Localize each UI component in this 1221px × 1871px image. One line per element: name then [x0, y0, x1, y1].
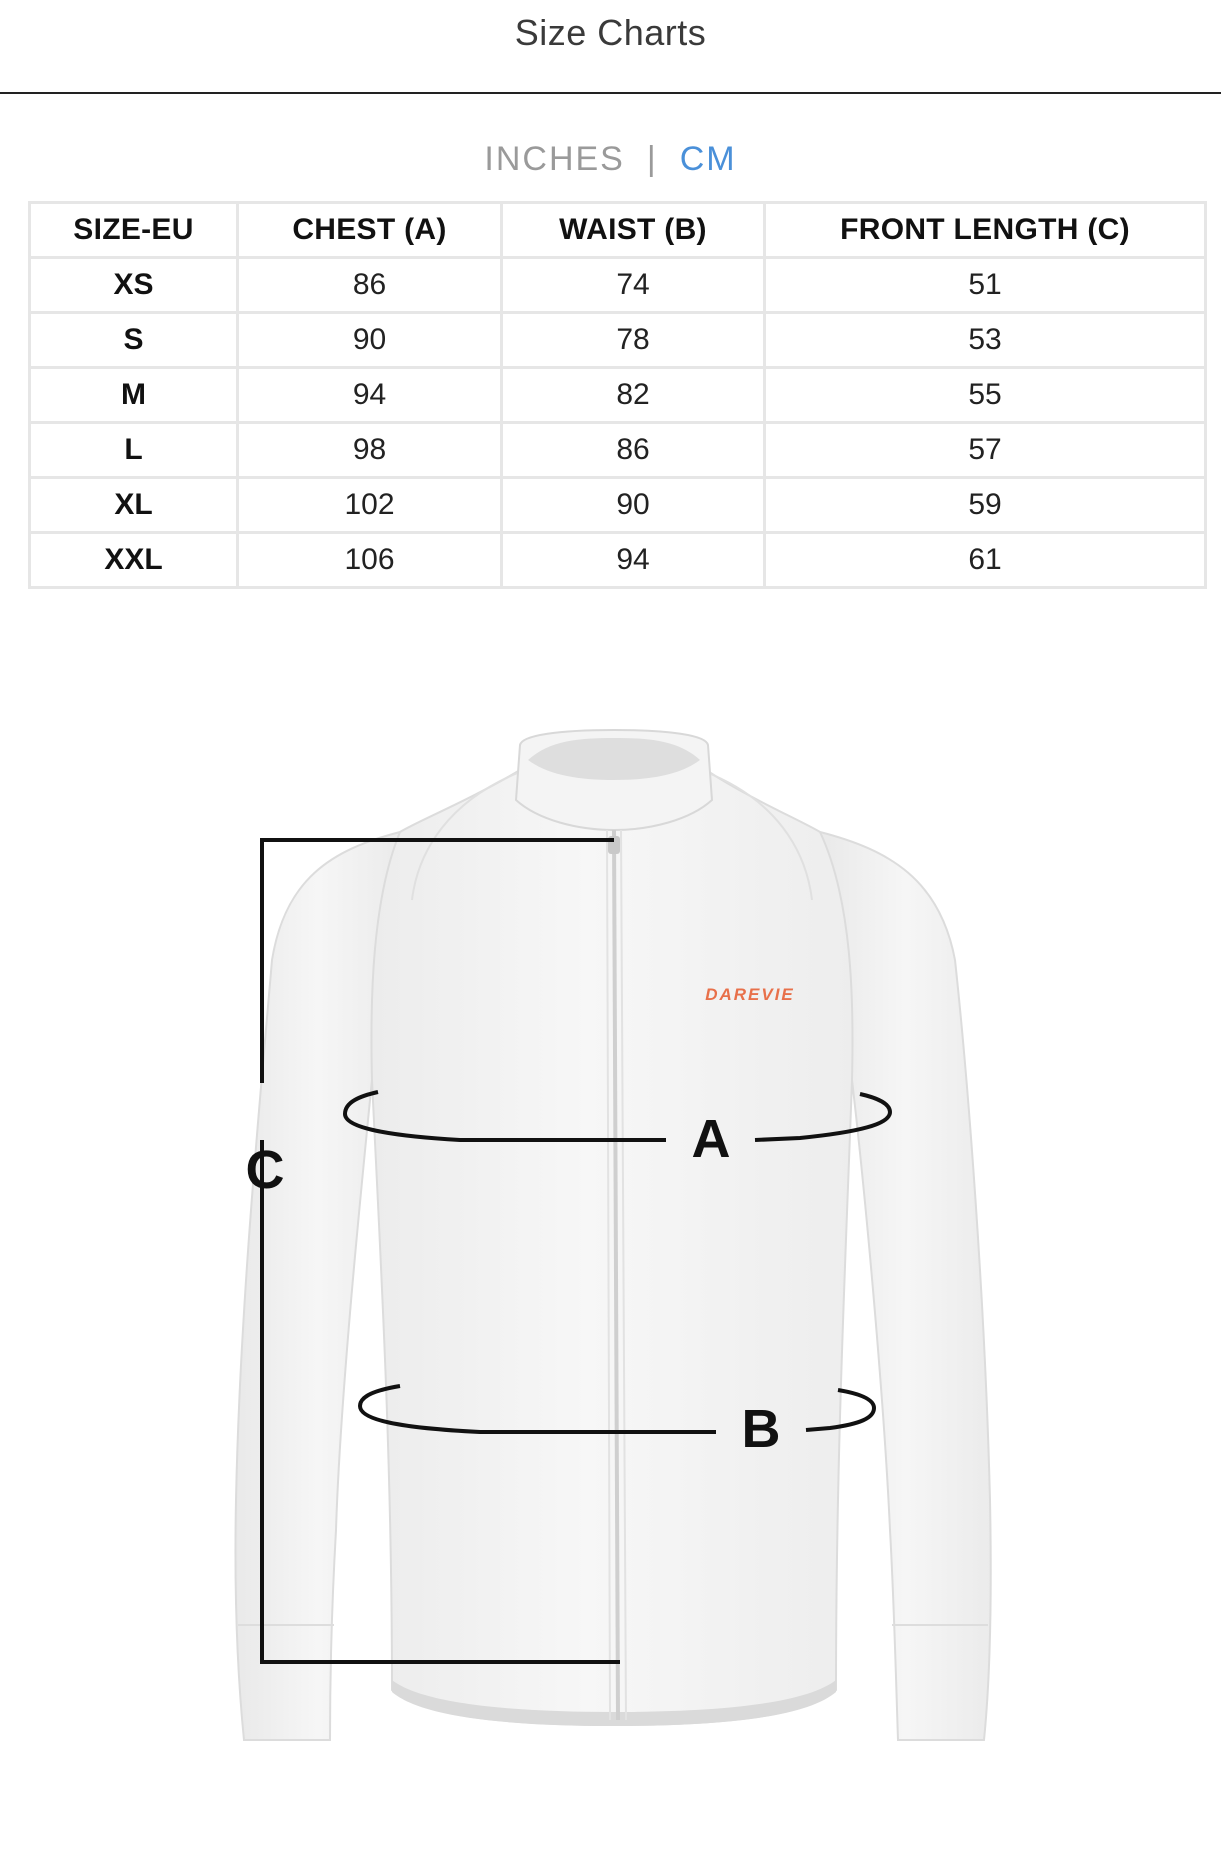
waist-cell: 94	[502, 533, 765, 588]
table-row	[30, 368, 1206, 423]
unit-cm-option[interactable]: CM	[679, 139, 737, 178]
brand-logo: DAREVIE	[705, 985, 795, 1004]
front-length-cell: 55	[765, 368, 1206, 423]
header-front-length: FRONT LENGTH (C)	[765, 203, 1206, 258]
waist-cell: 86	[502, 423, 765, 478]
waist-cell: 90	[502, 478, 765, 533]
jersey-illustration	[235, 730, 990, 1740]
size-cell: S	[30, 313, 238, 368]
waist-cell: 82	[502, 368, 765, 423]
measurement-label-c: C	[245, 1140, 285, 1200]
front-length-cell: 61	[765, 533, 1206, 588]
chest-cell: 98	[238, 423, 502, 478]
waist-cell: 78	[502, 313, 765, 368]
unit-separator: |	[646, 139, 658, 178]
size-cell: XS	[30, 258, 238, 313]
chest-cell: 94	[238, 368, 502, 423]
unit-inches-option[interactable]: INCHES	[484, 139, 625, 178]
jersey-body	[371, 770, 852, 1725]
table-row	[30, 258, 1206, 313]
size-cell: M	[30, 368, 238, 423]
size-cell: XXL	[30, 533, 238, 588]
chest-cell: 106	[238, 533, 502, 588]
front-length-cell: 57	[765, 423, 1206, 478]
table-row	[30, 478, 1206, 533]
chest-cell: 102	[238, 478, 502, 533]
table-row	[30, 423, 1206, 478]
size-cell: XL	[30, 478, 238, 533]
table-header-row	[30, 203, 1206, 258]
jersey-measurement-diagram	[0, 700, 1221, 1780]
chest-cell: 86	[238, 258, 502, 313]
front-length-cell: 59	[765, 478, 1206, 533]
waist-cell: 74	[502, 258, 765, 313]
front-length-cell: 53	[765, 313, 1206, 368]
size-table	[28, 201, 1207, 589]
header-chest: CHEST (A)	[238, 203, 502, 258]
header-waist: WAIST (B)	[502, 203, 765, 258]
table-row	[30, 313, 1206, 368]
measurement-label-a: A	[691, 1109, 731, 1169]
page-title: Size Charts	[514, 12, 707, 53]
measurement-label-b: B	[741, 1399, 781, 1459]
header-size-eu: SIZE-EU	[30, 203, 238, 258]
header	[0, 0, 1221, 94]
front-length-cell: 51	[765, 258, 1206, 313]
size-cell: L	[30, 423, 238, 478]
unit-toggle	[0, 138, 1221, 179]
table-row	[30, 533, 1206, 588]
chest-cell: 90	[238, 313, 502, 368]
